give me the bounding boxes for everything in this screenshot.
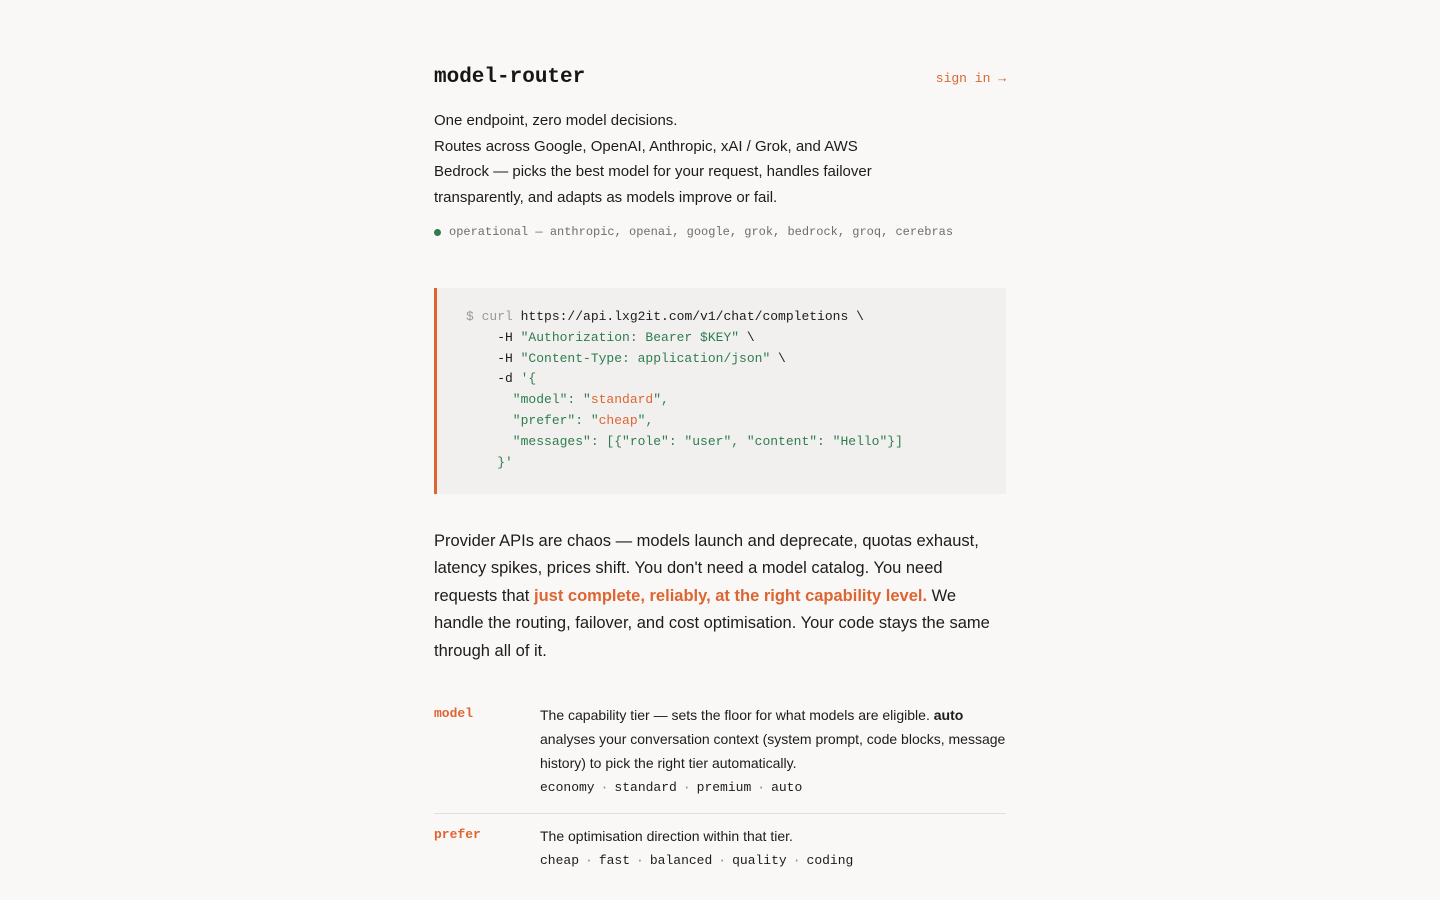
code-line <box>466 390 1006 411</box>
parameters-list <box>434 693 1006 886</box>
option-value: quality <box>732 853 787 869</box>
code-line <box>466 328 1006 349</box>
code-line <box>466 369 1006 390</box>
code-line <box>466 411 1006 432</box>
code-line <box>466 453 1006 474</box>
code-flag: -H <box>466 329 521 345</box>
param-description <box>540 703 1006 775</box>
separator: · <box>682 780 691 796</box>
param-desc-text: The capability tier — sets the floor for what models are eligible. <box>540 707 934 724</box>
param-description: The optimisation direction within that tier. <box>540 828 793 845</box>
tagline: One endpoint, zero model decisions. <box>434 112 678 129</box>
code-flag: -H <box>466 350 521 366</box>
option-value: balanced <box>649 853 713 869</box>
status-dot-icon <box>434 229 441 236</box>
prose-before: Provider APIs are chaos — models launch and deprecate, quotas exhaust, latency spikes, prices shift. You don't need a model catalog. You need requests that <box>434 532 979 605</box>
code-content-type-header: "Content-Type: application/json" <box>520 350 771 366</box>
param-options <box>540 777 1006 799</box>
sign-in-link[interactable]: sign in → <box>935 71 1006 86</box>
param-desc-text: analyses your conversation context (system prompt, code blocks, message history) to pick the right tier automatically. <box>540 731 1006 772</box>
code-prefer-value: cheap <box>598 412 638 428</box>
param-body <box>540 703 1006 799</box>
param-options <box>540 850 853 872</box>
code-continuation: \ <box>770 350 786 366</box>
code-model-value: standard <box>590 392 654 408</box>
status-line <box>434 223 1006 241</box>
separator: · <box>600 780 609 796</box>
code-line <box>466 432 1006 453</box>
code-flag: -d <box>466 371 521 387</box>
code-prompt: $ curl <box>466 309 513 324</box>
code-body-close: }' <box>466 454 513 470</box>
explainer-paragraph <box>434 528 1006 665</box>
site-title: model-router <box>434 66 586 89</box>
code-prefer-key: "prefer": " <box>466 412 599 428</box>
param-desc-bold: auto <box>933 707 964 724</box>
code-url: https://api.lxg2it.com/v1/chat/completions \ <box>512 309 864 324</box>
prose-highlight: just complete, reliably, at the right capability level. <box>533 586 928 605</box>
option-value: standard <box>614 780 677 796</box>
param-name: prefer <box>434 827 481 843</box>
param-body <box>540 824 853 872</box>
code-auth-header: "Authorization: Bearer $KEY" <box>520 329 740 345</box>
code-model-end: ", <box>653 392 669 408</box>
description: Routes across Google, OpenAI, Anthropic, xAI / Grok, and AWS Bedrock — picks the best model for your request, handles failover transparently, and adapts as models improve or fail. <box>434 137 872 206</box>
option-value: fast <box>598 853 631 869</box>
code-prefer-end: ", <box>637 412 654 428</box>
option-value: auto <box>771 780 803 796</box>
code-line <box>466 307 1006 328</box>
page <box>434 62 1006 886</box>
code-block <box>434 288 1006 494</box>
option-value: economy <box>540 780 595 796</box>
code-body-open: '{ <box>520 371 537 387</box>
prose-after: We handle the routing, failover, and cost optimisation. Your code stays the same through all of it. <box>434 586 990 660</box>
separator: · <box>585 853 593 869</box>
param-model <box>434 693 1006 813</box>
code-line <box>466 349 1006 370</box>
param-prefer <box>434 813 1006 886</box>
separator: · <box>757 780 766 796</box>
separator: · <box>718 853 727 869</box>
code-continuation: \ <box>739 329 755 345</box>
separator: · <box>636 853 644 869</box>
option-value: premium <box>696 780 752 796</box>
param-name: model <box>434 706 474 722</box>
status-text: operational — anthropic, openai, google, grok, bedrock, groq, cerebras <box>449 225 954 239</box>
code-model-key: "model": " <box>466 392 591 408</box>
option-value: coding <box>806 853 854 869</box>
intro <box>434 108 894 210</box>
header <box>434 62 1006 94</box>
separator: · <box>792 853 801 869</box>
code-messages: "messages": [{"role": "user", "content": "Hello"}] <box>466 433 903 449</box>
option-value: cheap <box>540 853 580 869</box>
